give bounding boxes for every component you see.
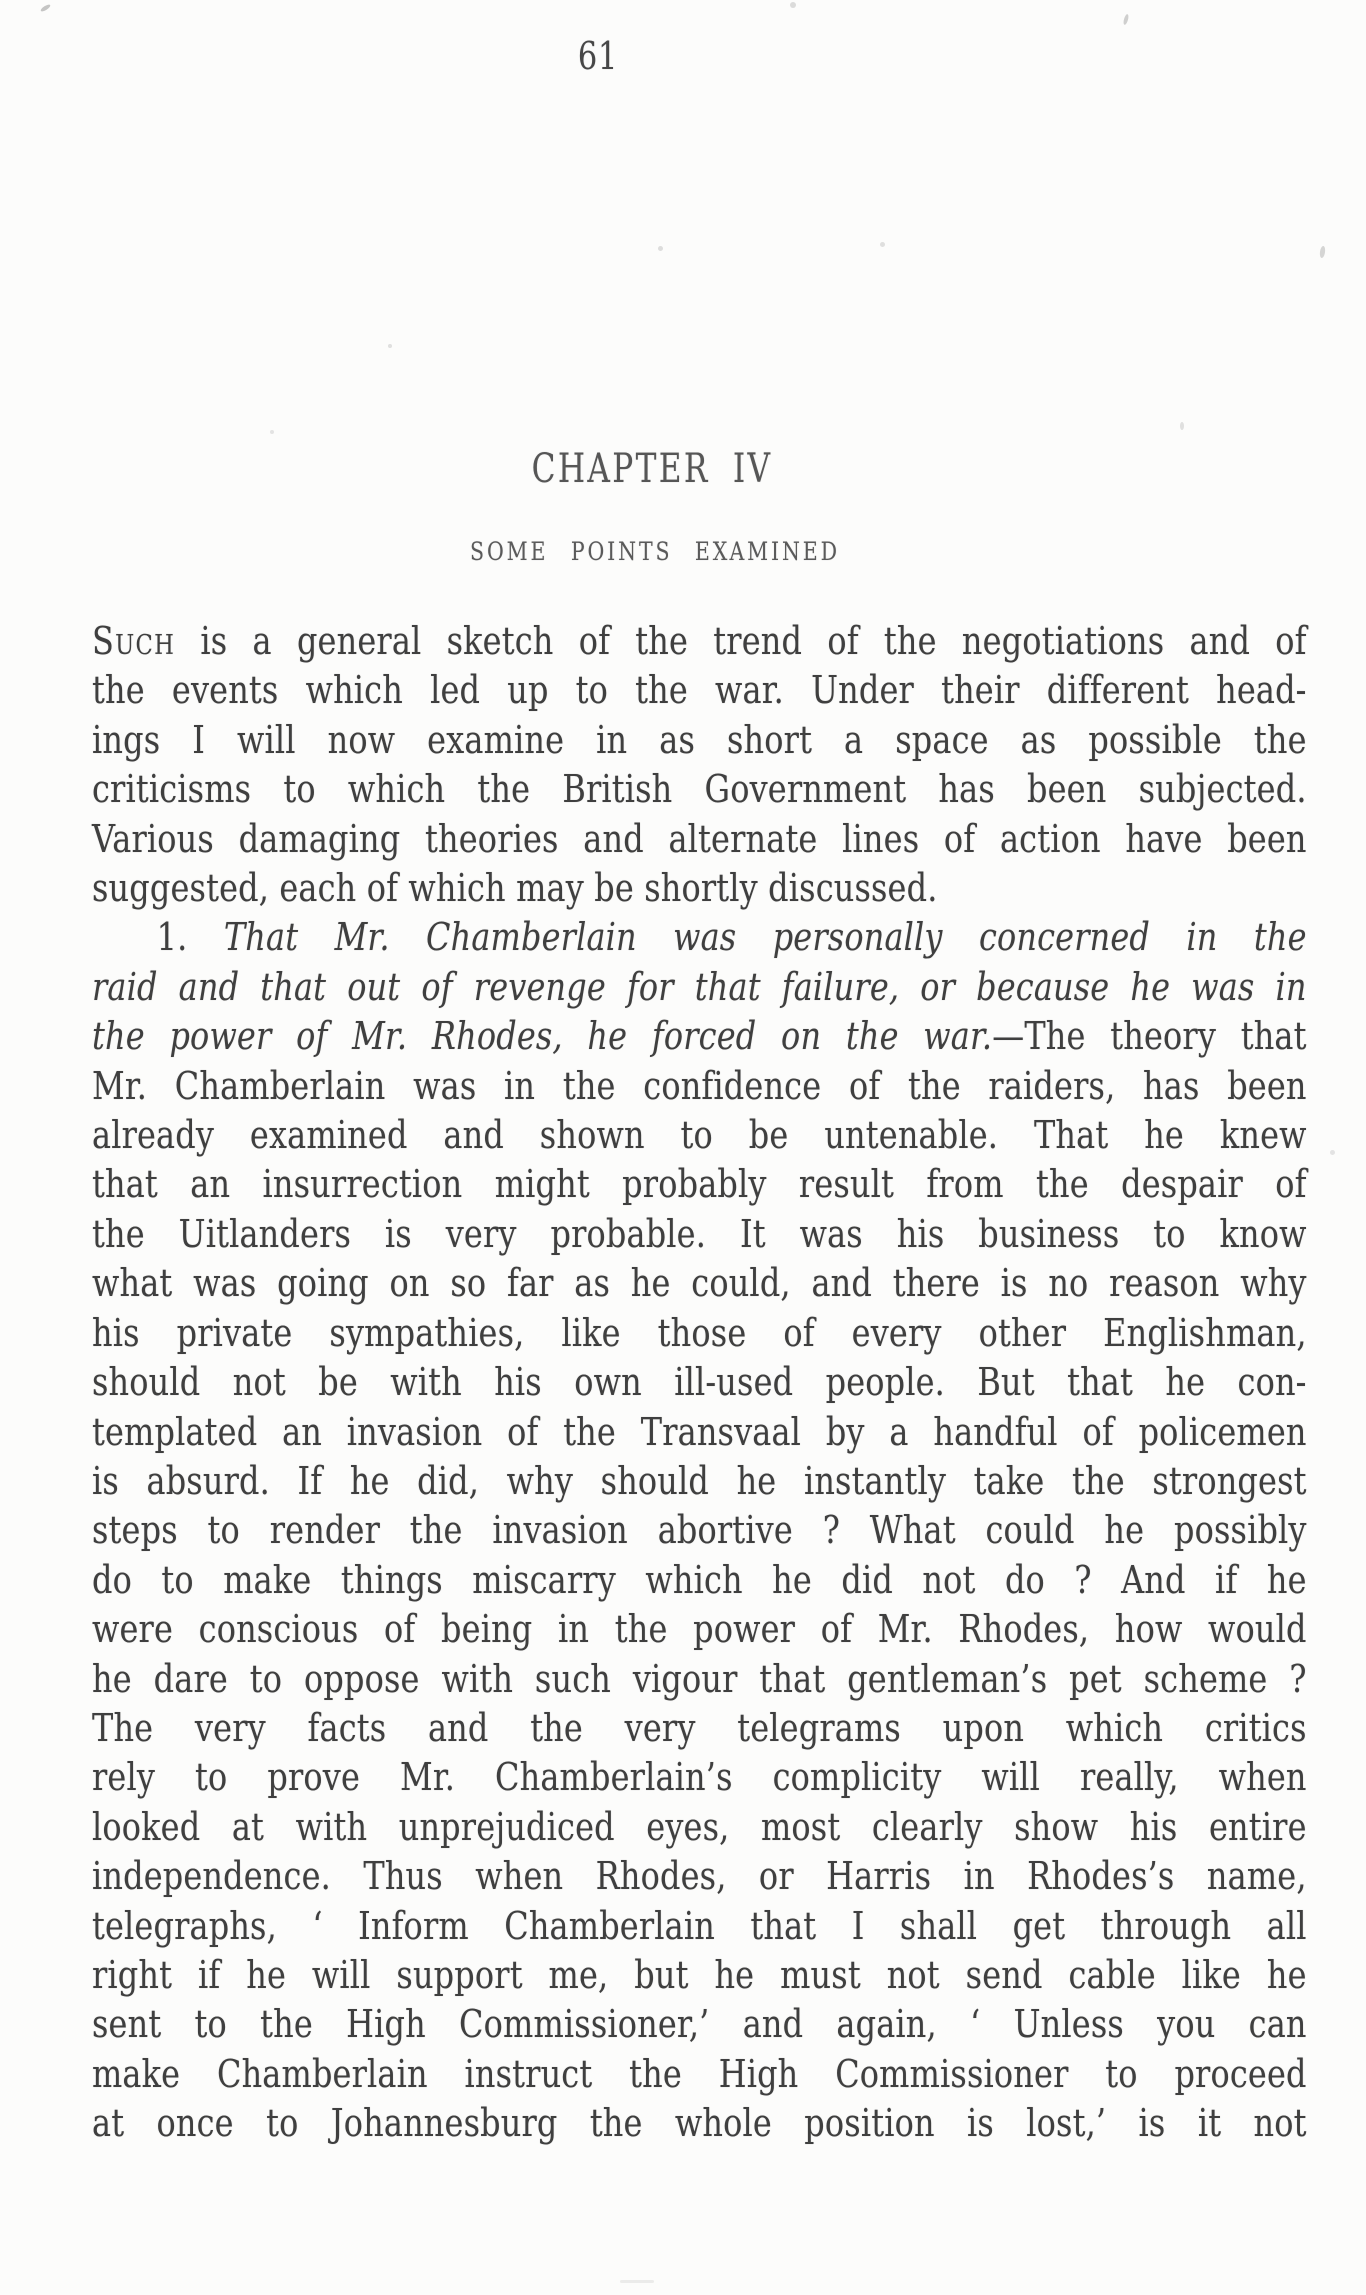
body-text-segment: —The theory that bbox=[992, 1014, 1307, 1059]
text-line bbox=[92, 963, 1307, 1012]
text-line bbox=[92, 1210, 1307, 1259]
body-text-segment: 1. bbox=[156, 915, 224, 960]
scan-speckle bbox=[40, 3, 51, 12]
body-text-segment: what was going on so far as he could, and there is no reason why bbox=[92, 1261, 1307, 1306]
body-text-segment: The very facts and the very telegrams upon which critics bbox=[92, 1705, 1307, 1750]
body-text-segment: should not be with his own ill-used people. But that he con- bbox=[92, 1360, 1307, 1405]
body-text-segment: right if he will support me, but he must not send cable like he bbox=[92, 1952, 1307, 1997]
body-text-segment: Various damaging theories and alternate lines of action have been bbox=[92, 816, 1307, 861]
text-line bbox=[92, 1457, 1307, 1506]
scan-speckle bbox=[1330, 1150, 1335, 1155]
text-line bbox=[92, 864, 1307, 913]
body-text-segment: rely to prove Mr. Chamberlain’s complicity will really, when bbox=[92, 1755, 1307, 1800]
body-text-segment: already examined and shown to be untenable. That he knew bbox=[92, 1113, 1307, 1158]
text-line bbox=[92, 1309, 1307, 1358]
text-line bbox=[92, 765, 1307, 814]
scan-speckle bbox=[1180, 422, 1184, 430]
scan-speckle bbox=[270, 430, 274, 434]
body-text-segment: suggested, each of which may be shortly discussed. bbox=[92, 866, 938, 911]
body-text-segment: is absurd. If he did, why should he instantly take the strongest bbox=[92, 1458, 1307, 1503]
body-text-segment: he dare to oppose with such vigour that gentleman’s pet scheme ? bbox=[92, 1656, 1307, 1701]
body-text-segment: the Uitlanders is very probable. It was his business to know bbox=[92, 1211, 1307, 1256]
scan-speckle bbox=[790, 2, 796, 8]
body-text bbox=[92, 617, 1307, 2149]
body-text-segment: ings I will now examine in as short a space as possible the bbox=[92, 717, 1307, 762]
body-text-segment: is a general sketch of the trend of the negotiations and of bbox=[175, 619, 1307, 663]
text-line bbox=[92, 1951, 1307, 2000]
body-text-segment: criticisms to which the British Government has been subjected. bbox=[92, 767, 1307, 812]
text-line bbox=[92, 1704, 1307, 1753]
body-text-segment: at once to Johannesburg the whole position is lost,’ is it not bbox=[92, 2101, 1307, 2146]
text-line bbox=[92, 1012, 1307, 1061]
text-line bbox=[92, 617, 1307, 666]
text-line bbox=[92, 716, 1307, 765]
body-text-segment: Mr. Chamberlain was in the confidence of the raiders, has been bbox=[92, 1063, 1307, 1108]
scan-speckle bbox=[620, 2280, 654, 2283]
scan-speckle bbox=[1123, 14, 1130, 26]
text-line bbox=[92, 1506, 1307, 1555]
italic-text: raid and that out of revenge for that failure, or because he was in bbox=[92, 964, 1307, 1009]
chapter-title: CHAPTER IV bbox=[531, 446, 773, 492]
body-text-segment: do to make things miscarry which he did not do ? And if he bbox=[92, 1557, 1307, 1602]
text-line bbox=[92, 1259, 1307, 1308]
body-text-segment: telegraphs, ‘ Inform Chamberlain that I shall get through all bbox=[92, 1903, 1307, 1948]
body-text-segment: sent to the High Commissioner,’ and again, ‘ Unless you can bbox=[92, 2002, 1307, 2047]
text-line bbox=[92, 1852, 1307, 1901]
body-text-segment: that an insurrection might probably result from the despair of bbox=[92, 1162, 1307, 1207]
body-text-segment: independence. Thus when Rhodes, or Harris in Rhodes’s name, bbox=[92, 1854, 1307, 1899]
chapter-subtitle: SOME POINTS EXAMINED bbox=[470, 537, 840, 566]
text-line bbox=[92, 1358, 1307, 1407]
text-line bbox=[92, 815, 1307, 864]
text-line bbox=[92, 1753, 1307, 1802]
text-line bbox=[92, 1160, 1307, 1209]
text-line bbox=[92, 2099, 1307, 2148]
body-text-segment: were conscious of being in the power of Mr. Rhodes, how would bbox=[92, 1607, 1307, 1652]
body-text-segment: steps to render the invasion abortive ? What could he possibly bbox=[92, 1508, 1307, 1553]
text-line bbox=[92, 1111, 1307, 1160]
text-line bbox=[92, 666, 1307, 715]
italic-text: That Mr. Chamberlain was personally concerned in the bbox=[223, 915, 1307, 960]
smallcaps-text: Such bbox=[92, 619, 176, 663]
body-text-segment: make Chamberlain instruct the High Commissioner to proceed bbox=[92, 2051, 1307, 2096]
text-line bbox=[92, 1803, 1307, 1852]
italic-text: the power of Mr. Rhodes, he forced on the war. bbox=[92, 1014, 993, 1059]
body-text-segment: looked at with unprejudiced eyes, most clearly show his entire bbox=[92, 1804, 1307, 1849]
text-line bbox=[92, 2000, 1307, 2049]
scan-speckle bbox=[880, 242, 885, 247]
text-line bbox=[92, 1655, 1307, 1704]
text-line bbox=[92, 1408, 1307, 1457]
text-line bbox=[92, 1062, 1307, 1111]
text-line bbox=[92, 1902, 1307, 1951]
body-text-segment: the events which led up to the war. Under their different head- bbox=[92, 668, 1307, 713]
body-text-segment: templated an invasion of the Transvaal by a handful of policemen bbox=[92, 1409, 1307, 1454]
text-line bbox=[92, 913, 1307, 962]
text-line bbox=[92, 2050, 1307, 2099]
scan-speckle bbox=[1319, 246, 1326, 259]
text-line bbox=[92, 1605, 1307, 1654]
text-line bbox=[92, 1556, 1307, 1605]
body-text-segment: his private sympathies, like those of every other Englishman, bbox=[92, 1310, 1307, 1355]
page-number: 61 bbox=[577, 34, 619, 78]
scan-speckle bbox=[388, 344, 392, 348]
scan-speckle bbox=[658, 246, 663, 251]
